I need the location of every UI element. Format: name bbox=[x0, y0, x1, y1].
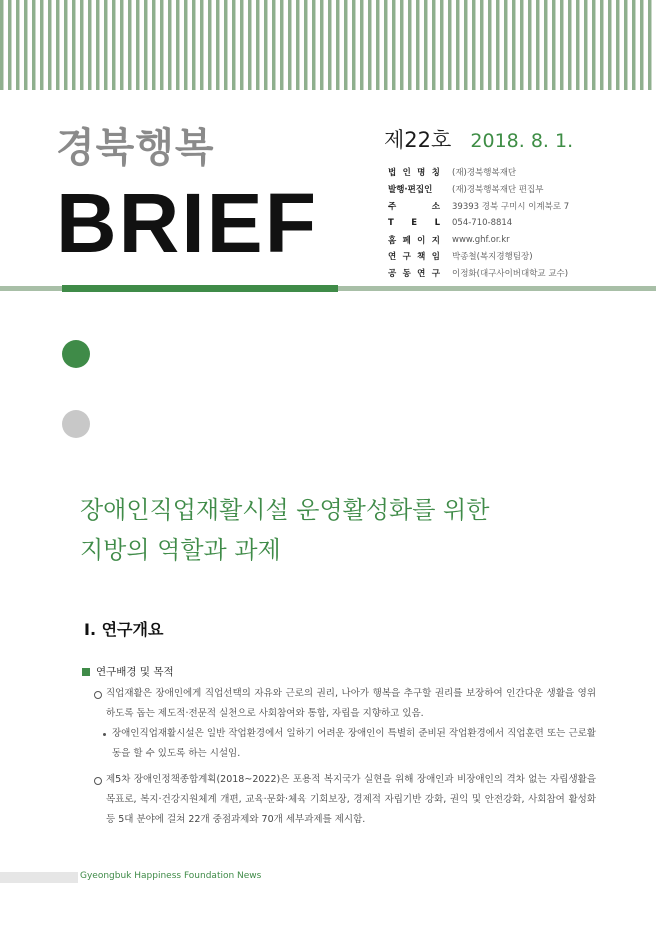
info-row bbox=[388, 231, 569, 248]
gray-circle-icon bbox=[62, 410, 90, 438]
info-row bbox=[388, 214, 569, 231]
brand-title-korean: 경북행복 bbox=[56, 125, 215, 171]
publisher-info bbox=[388, 164, 569, 282]
info-key: 연 구 책 임 bbox=[388, 252, 440, 263]
dot-bullet-icon bbox=[103, 733, 106, 736]
issue-number: 제22호 bbox=[384, 128, 452, 152]
info-key: 발행·편집인 bbox=[388, 185, 433, 196]
info-row bbox=[388, 265, 569, 282]
green-circle-icon bbox=[62, 340, 90, 368]
info-key: T E L bbox=[388, 217, 440, 228]
issue-header bbox=[384, 124, 573, 154]
footer-bar bbox=[0, 872, 78, 883]
info-key: 홈 페 이 지 bbox=[388, 235, 440, 246]
subsection-heading bbox=[82, 664, 174, 679]
info-value: (재)경북행복재단 편집부 bbox=[452, 185, 544, 196]
body-paragraph: 직업재활은 장애인에게 직업선택의 자유와 근로의 권리, 나아가 행복을 추구할 권리를 보장하여 인간다운 생활을 영위하도록 돕는 제도적·전문적 실천으로 사회참여와 통합, 자립을 지향하고 있음. bbox=[106, 688, 596, 719]
info-value: 이정화(대구사이버대학교 교수) bbox=[452, 269, 569, 280]
square-bullet-icon bbox=[82, 668, 90, 676]
issue-date: 2018. 8. 1. bbox=[470, 130, 574, 152]
info-value: 054-710-8814 bbox=[452, 217, 513, 228]
info-row bbox=[388, 198, 569, 215]
info-value: 39393 경북 구미시 이계북로 7 bbox=[452, 201, 570, 212]
divider-accent bbox=[62, 285, 338, 292]
brand-title-english: BRIEF bbox=[56, 176, 318, 270]
info-value: www.ghf.or.kr bbox=[452, 234, 510, 245]
info-key: 공 동 연 구 bbox=[388, 269, 440, 280]
info-row bbox=[388, 181, 569, 198]
circle-bullet-icon bbox=[94, 777, 102, 785]
info-value: 박종철(복지경행팀장) bbox=[452, 252, 533, 263]
info-value: (재)경북행복재단 bbox=[452, 168, 517, 179]
article-title-line: 지방의 역할과 과제 bbox=[80, 536, 281, 564]
info-key: 주 소 bbox=[388, 201, 440, 212]
info-key: 법 인 명 칭 bbox=[388, 168, 440, 179]
body-sub-paragraph: 장애인직업재활시설은 일반 작업환경에서 일하기 어려운 장애인이 특별히 준비된 작업환경에서 직업훈련 또는 근로활동을 할 수 있도록 하는 시설임. bbox=[112, 728, 596, 759]
section-heading: Ⅰ. 연구개요 bbox=[84, 620, 164, 639]
header-stripes bbox=[0, 0, 656, 90]
info-row bbox=[388, 164, 569, 181]
subsection-label: 연구배경 및 목적 bbox=[96, 666, 174, 678]
body-paragraph: 제5차 장애인정책종합계획(2018~2022)은 포용적 복지국가 실현을 위해 장애인과 비장애인의 격차 없는 자립생활을 목표로, 복지·건강지원체계 개편, 교육·문화·체육 기회보장, 경제적 자립기반 강화, 권익 및 안전강화, 사회참여 활성화 등 5대 분야에 걸쳐 22개 중점과제와 70개 세부과제를 제시함. bbox=[106, 774, 596, 825]
footer-text: Gyeongbuk Happiness Foundation News bbox=[80, 871, 262, 881]
circle-bullet-icon bbox=[94, 691, 102, 699]
info-row bbox=[388, 248, 569, 265]
article-title-line: 장애인직업재활시설 운영활성화를 위한 bbox=[80, 496, 490, 524]
article-title bbox=[80, 490, 489, 570]
